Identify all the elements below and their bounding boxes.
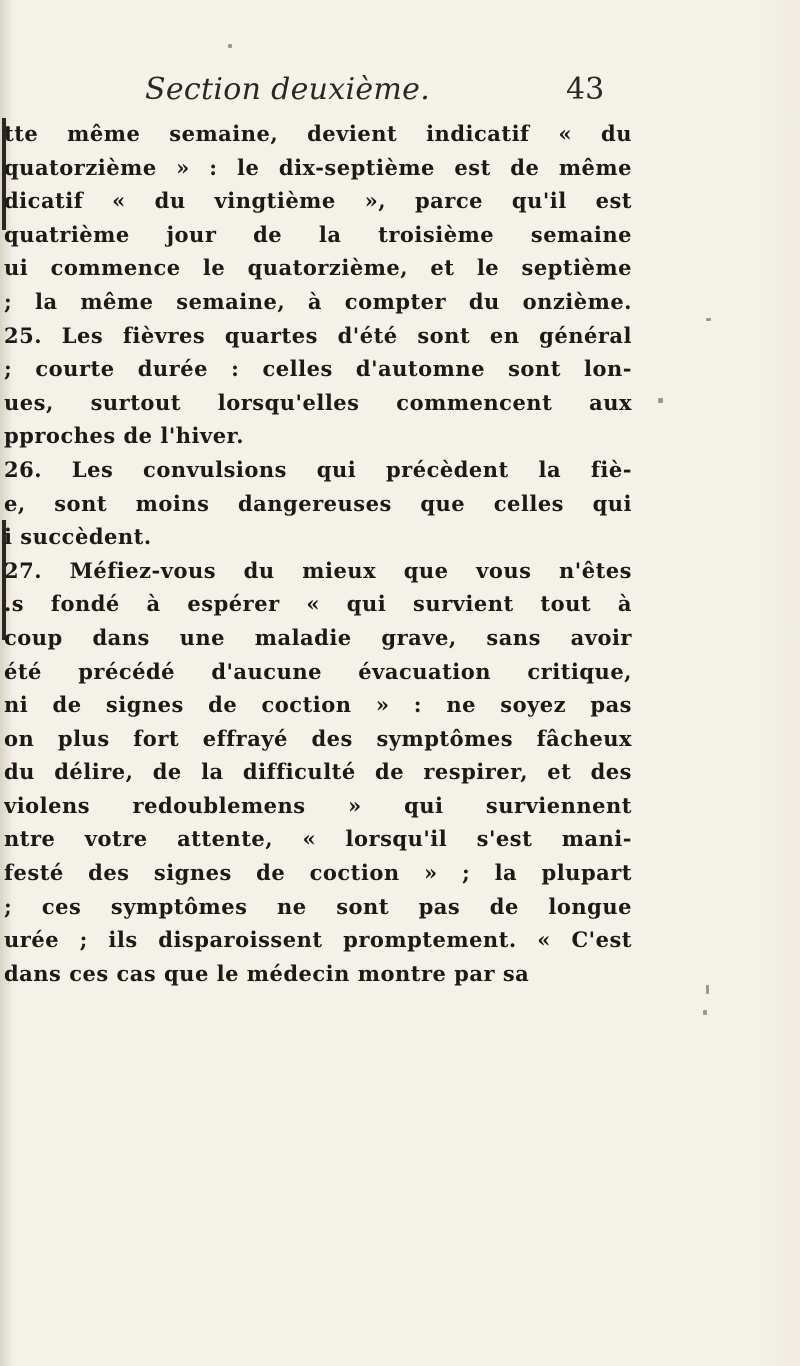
text-line: festé des signes de coction » ; la plupart (4, 860, 632, 886)
body-text (4, 117, 632, 990)
text-line: pproches de l'hiver. (4, 423, 245, 449)
paper-speck (706, 985, 709, 994)
text-line: tte même semaine, devient indicatif « du (4, 121, 632, 146)
page-number: 43 (566, 72, 605, 107)
text-line: violens redoublemens » qui surviennent (4, 792, 632, 818)
text-line: coup dans une maladie grave, sans avoir (4, 624, 632, 650)
paper-speck (228, 44, 232, 48)
running-header (0, 72, 800, 112)
text-line: ntre votre attente, « lorsqu'il s'est mani- (4, 826, 632, 852)
paper-speck (658, 398, 663, 403)
text-line: urée ; ils disparoissent promptement. « C'est (4, 927, 632, 953)
text-line: ; courte durée : celles d'automne sont lon- (4, 356, 632, 382)
text-line: on plus fort effrayé des symptômes fâcheux (4, 725, 632, 751)
text-line: .s fondé à espérer « qui survient tout à (4, 591, 632, 617)
text-line: dans ces cas que le médecin montre par sa (4, 960, 530, 986)
text-line: ui commence le quatorzième, et le septième (4, 255, 632, 281)
text-line: du délire, de la difficulté de respirer, et des (4, 759, 632, 785)
text-line: ; ces symptômes ne sont pas de longue (4, 893, 632, 919)
text-line: i succèdent. (4, 524, 152, 550)
text-line: dicatif « du vingtième », parce qu'il est (4, 188, 632, 214)
text-line: ues, surtout lorsqu'elles commencent aux (4, 389, 632, 415)
text-line: 26. Les convulsions qui précèdent la fiè- (4, 456, 632, 482)
text-line: 25. Les fièvres quartes d'été sont en général (4, 322, 632, 348)
paper-speck (703, 1010, 707, 1015)
paper-speck (706, 318, 711, 321)
text-line: ; la même semaine, à compter du onzième. (4, 288, 632, 314)
text-line: ni de signes de coction » : ne soyez pas (4, 692, 632, 718)
text-line: 27. Méfiez-vous du mieux que vous n'êtes (4, 557, 632, 583)
text-line: été précédé d'aucune évacuation critique, (4, 658, 632, 684)
text-line: e, sont moins dangereuses que celles qui (4, 490, 632, 516)
text-line: quatrième jour de la troisième semaine (4, 221, 632, 247)
section-title: Section deuxième. (145, 72, 431, 107)
text-line: quatorzième » : le dix-septième est de même (4, 154, 632, 180)
